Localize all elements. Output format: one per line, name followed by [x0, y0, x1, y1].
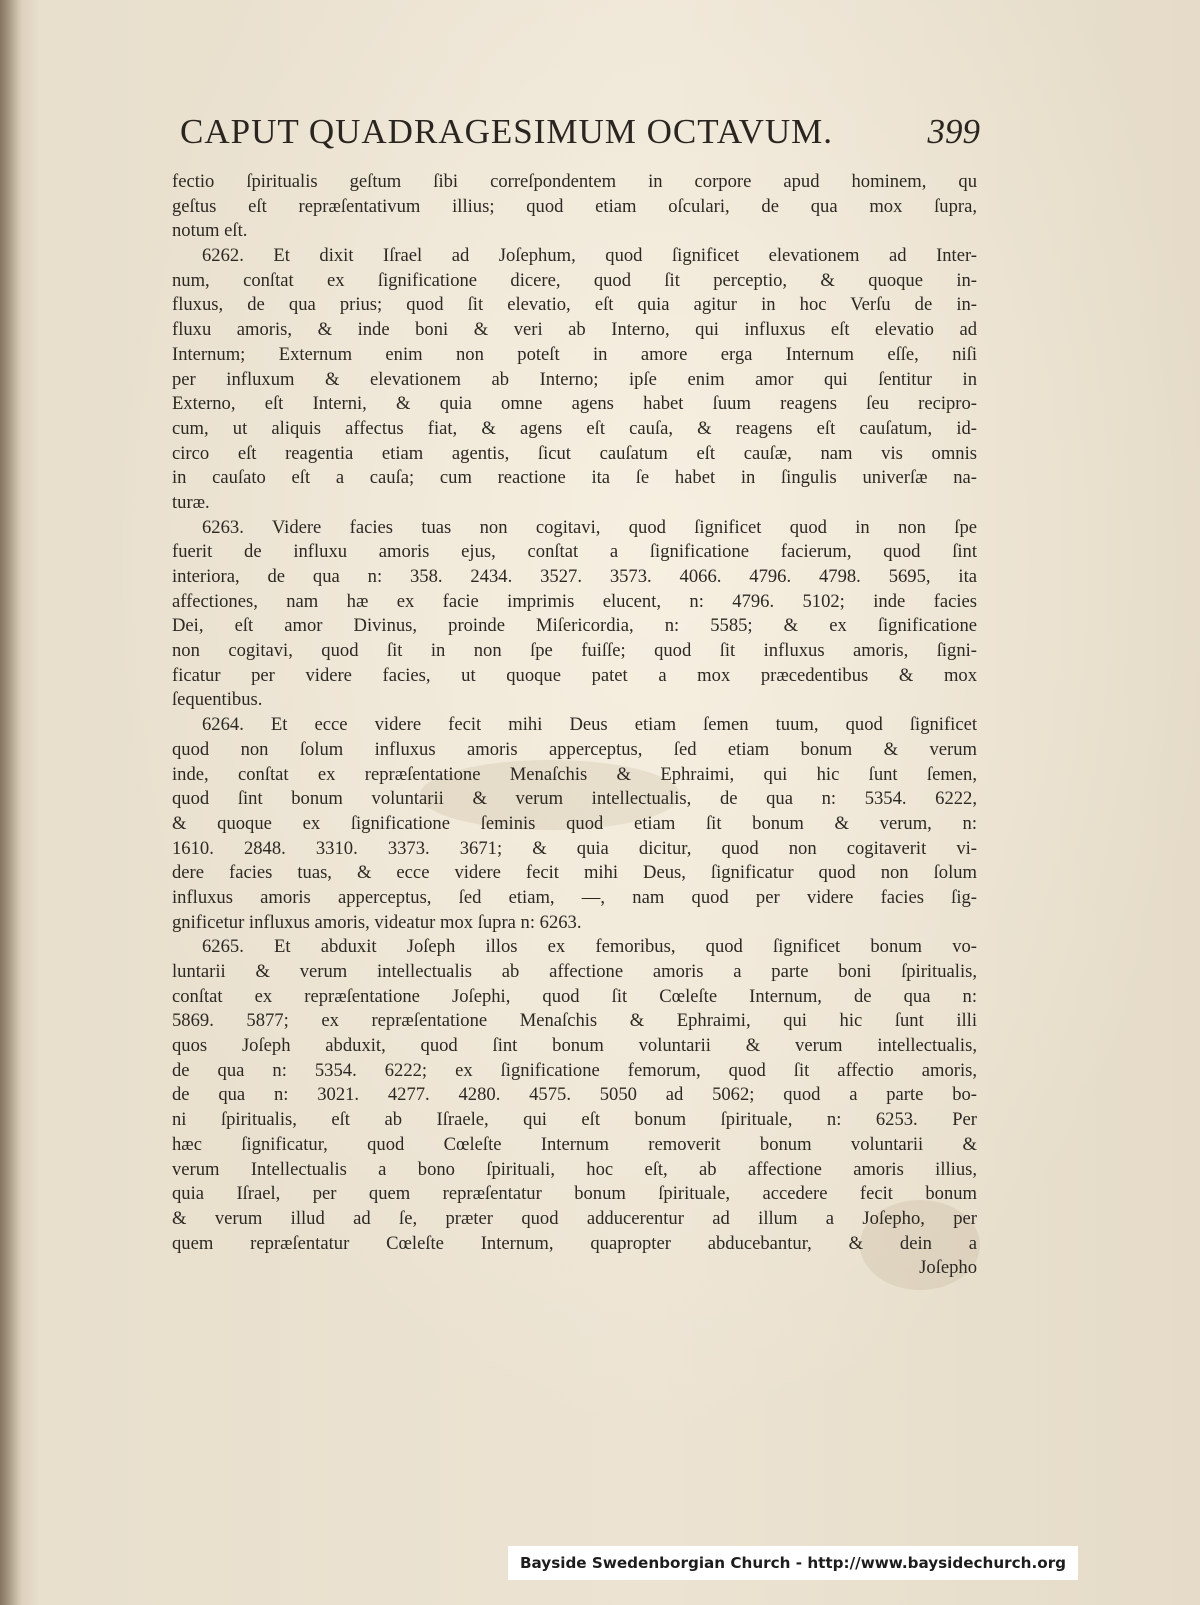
running-head: [180, 112, 980, 172]
text-line: inde, conſtat ex repræſentatione Menaſchis & Ephraimi, qui hic ſunt ſemen,: [172, 763, 977, 785]
text-line: turæ.: [172, 491, 210, 513]
text-line: Externo, eſt Interni, & quia omne agens habet ſuum reagens ſeu recipro-: [172, 393, 977, 415]
text-line: 5869. 5877; ex repræſentatione Menaſchis & Ephraimi, qui hic ſunt illi: [172, 1010, 977, 1032]
text-line: fluxu amoris, & inde boni & veri ab Interno, qui influxus eſt elevatio ad: [172, 319, 977, 341]
text-line: interiora, de qua n: 358. 2434. 3527. 3573. 4066. 4796. 4798. 5695, ita: [172, 566, 977, 587]
chapter-title: CAPUT QUADRAGESIMUM OCTAVUM.: [180, 112, 834, 151]
text-line: per influxum & elevationem ab Interno; ipſe enim amor qui ſentitur in: [172, 368, 977, 390]
text-line: Internum; Externum enim non poteſt in amore erga Internum eſſe, niſi: [172, 343, 977, 365]
text-line: fluxus, de qua prius; quod ſit elevatio, eſt quia agitur in hoc Verſu de in-: [172, 294, 977, 316]
source-watermark: Bayside Swedenborgian Church - http://www.baysidechurch.org: [508, 1546, 1078, 1580]
text-line: geſtus eſt repræſentativum illius; quod etiam oſculari, de qua mox ſupra,: [172, 195, 977, 217]
text-line: 1610. 2848. 3310. 3373. 3671; & quia dicitur, quod non cogitaverit vi-: [172, 837, 977, 859]
text-line: verum Intellectualis a bono ſpirituali, hoc eſt, ab affectione amoris illius,: [172, 1158, 977, 1180]
binding-shadow: [0, 0, 22, 1605]
paragraph-6264-start: 6264. Et ecce videre fecit mihi Deus etiam ſemen tuum, quod ſignificet: [202, 714, 977, 736]
text-line: quos Joſeph abduxit, quod ſint bonum voluntarii & verum intellectualis,: [172, 1035, 977, 1057]
text-line: non cogitavi, quod ſit in non ſpe fuiſſe; quod ſit influxus amoris, ſigni-: [172, 640, 977, 662]
text-line: quod non ſolum influxus amoris apperceptus, ſed etiam bonum & verum: [172, 738, 977, 760]
text-line: fectio ſpiritualis geſtum ſibi correſpondentem in corpore apud hominem, qu: [172, 171, 977, 192]
catchword: Joſepho: [919, 1257, 977, 1279]
text-line: Dei, eſt amor Divinus, proinde Miſericordia, n: 5585; & ex ſignificatione: [172, 615, 977, 637]
text-line: affectiones, nam hæ ex facie imprimis elucent, n: 4796. 5102; inde facies: [172, 590, 977, 612]
text-line: circo eſt reagentia etiam agentis, ſicut cauſatum eſt cauſæ, nam vis omnis: [172, 442, 977, 464]
text-line: & quoque ex ſignificatione ſeminis quod etiam ſit bonum & verum, n:: [172, 812, 977, 834]
text-line: cum, ut aliquis affectus fiat, & agens eſt cauſa, & reagens eſt cauſatum, id-: [172, 417, 977, 439]
text-line: in cauſato eſt a cauſa; cum reactione ita ſe habet in ſingulis univerſæ na-: [172, 467, 977, 489]
text-line: ni ſpiritualis, eſt ab Iſraele, qui eſt bonum ſpirituale, n: 6253. Per: [172, 1109, 977, 1131]
text-line: ficatur per videre facies, ut quoque patet a mox præcedentibus & mox: [172, 664, 977, 686]
text-line: dere facies tuas, & ecce videre fecit mihi Deus, ſignificatur quod non ſolum: [172, 862, 977, 884]
text-line: quia Iſrael, per quem repræſentatur bonum ſpirituale, accedere fecit bonum: [172, 1183, 977, 1205]
text-line: de qua n: 5354. 6222; ex ſignificatione femorum, quod ſit affectio amoris,: [172, 1059, 977, 1081]
text-line: num, conſtat ex ſignificatione dicere, quod ſit perceptio, & quoque in-: [172, 269, 977, 291]
text-line: luntarii & verum intellectualis ab affectione amoris a parte boni ſpiritualis,: [172, 961, 977, 982]
text-line: ſequentibus.: [172, 689, 263, 711]
text-line: quem repræſentatur Cœleſte Internum, quapropter abducebantur, & dein a: [172, 1232, 977, 1254]
paragraph-6265-start: 6265. Et abduxit Joſeph illos ex femoribus, quod ſignificet bonum vo-: [202, 936, 977, 958]
paragraph-6262-start: 6262. Et dixit Iſrael ad Joſephum, quod ſignificet elevationem ad Inter-: [202, 245, 977, 267]
text-line: gnificetur influxus amoris, videatur mox ſupra n: 6263.: [172, 911, 582, 933]
text-line: de qua n: 3021. 4277. 4280. 4575. 5050 ad 5062; quod a parte bo-: [172, 1084, 977, 1106]
text-line: & verum illud ad ſe, præter quod adducerentur ad illum a Joſepho, per: [172, 1207, 977, 1229]
page-number: 399: [927, 112, 980, 151]
text-line: quod ſint bonum voluntarii & verum intellectualis, de qua n: 5354. 6222,: [172, 788, 977, 810]
text-line: influxus amoris apperceptus, ſed etiam, —, nam quod per videre facies ſig-: [172, 886, 977, 908]
paragraph-6263-start: 6263. Videre facies tuas non cogitavi, quod ſignificet quod in non ſpe: [202, 516, 977, 538]
text-line: notum eſt.: [172, 220, 248, 242]
text-line: conſtat ex repræſentatione Joſephi, quod ſit Cœleſte Internum, de qua n:: [172, 985, 977, 1007]
text-line: fuerit de influxu amoris ejus, conſtat a ſignificatione facierum, quod ſint: [172, 541, 977, 563]
text-line: hæc ſignificatur, quod Cœleſte Internum removerit bonum voluntarii &: [172, 1133, 977, 1155]
text-body: [172, 170, 977, 1281]
